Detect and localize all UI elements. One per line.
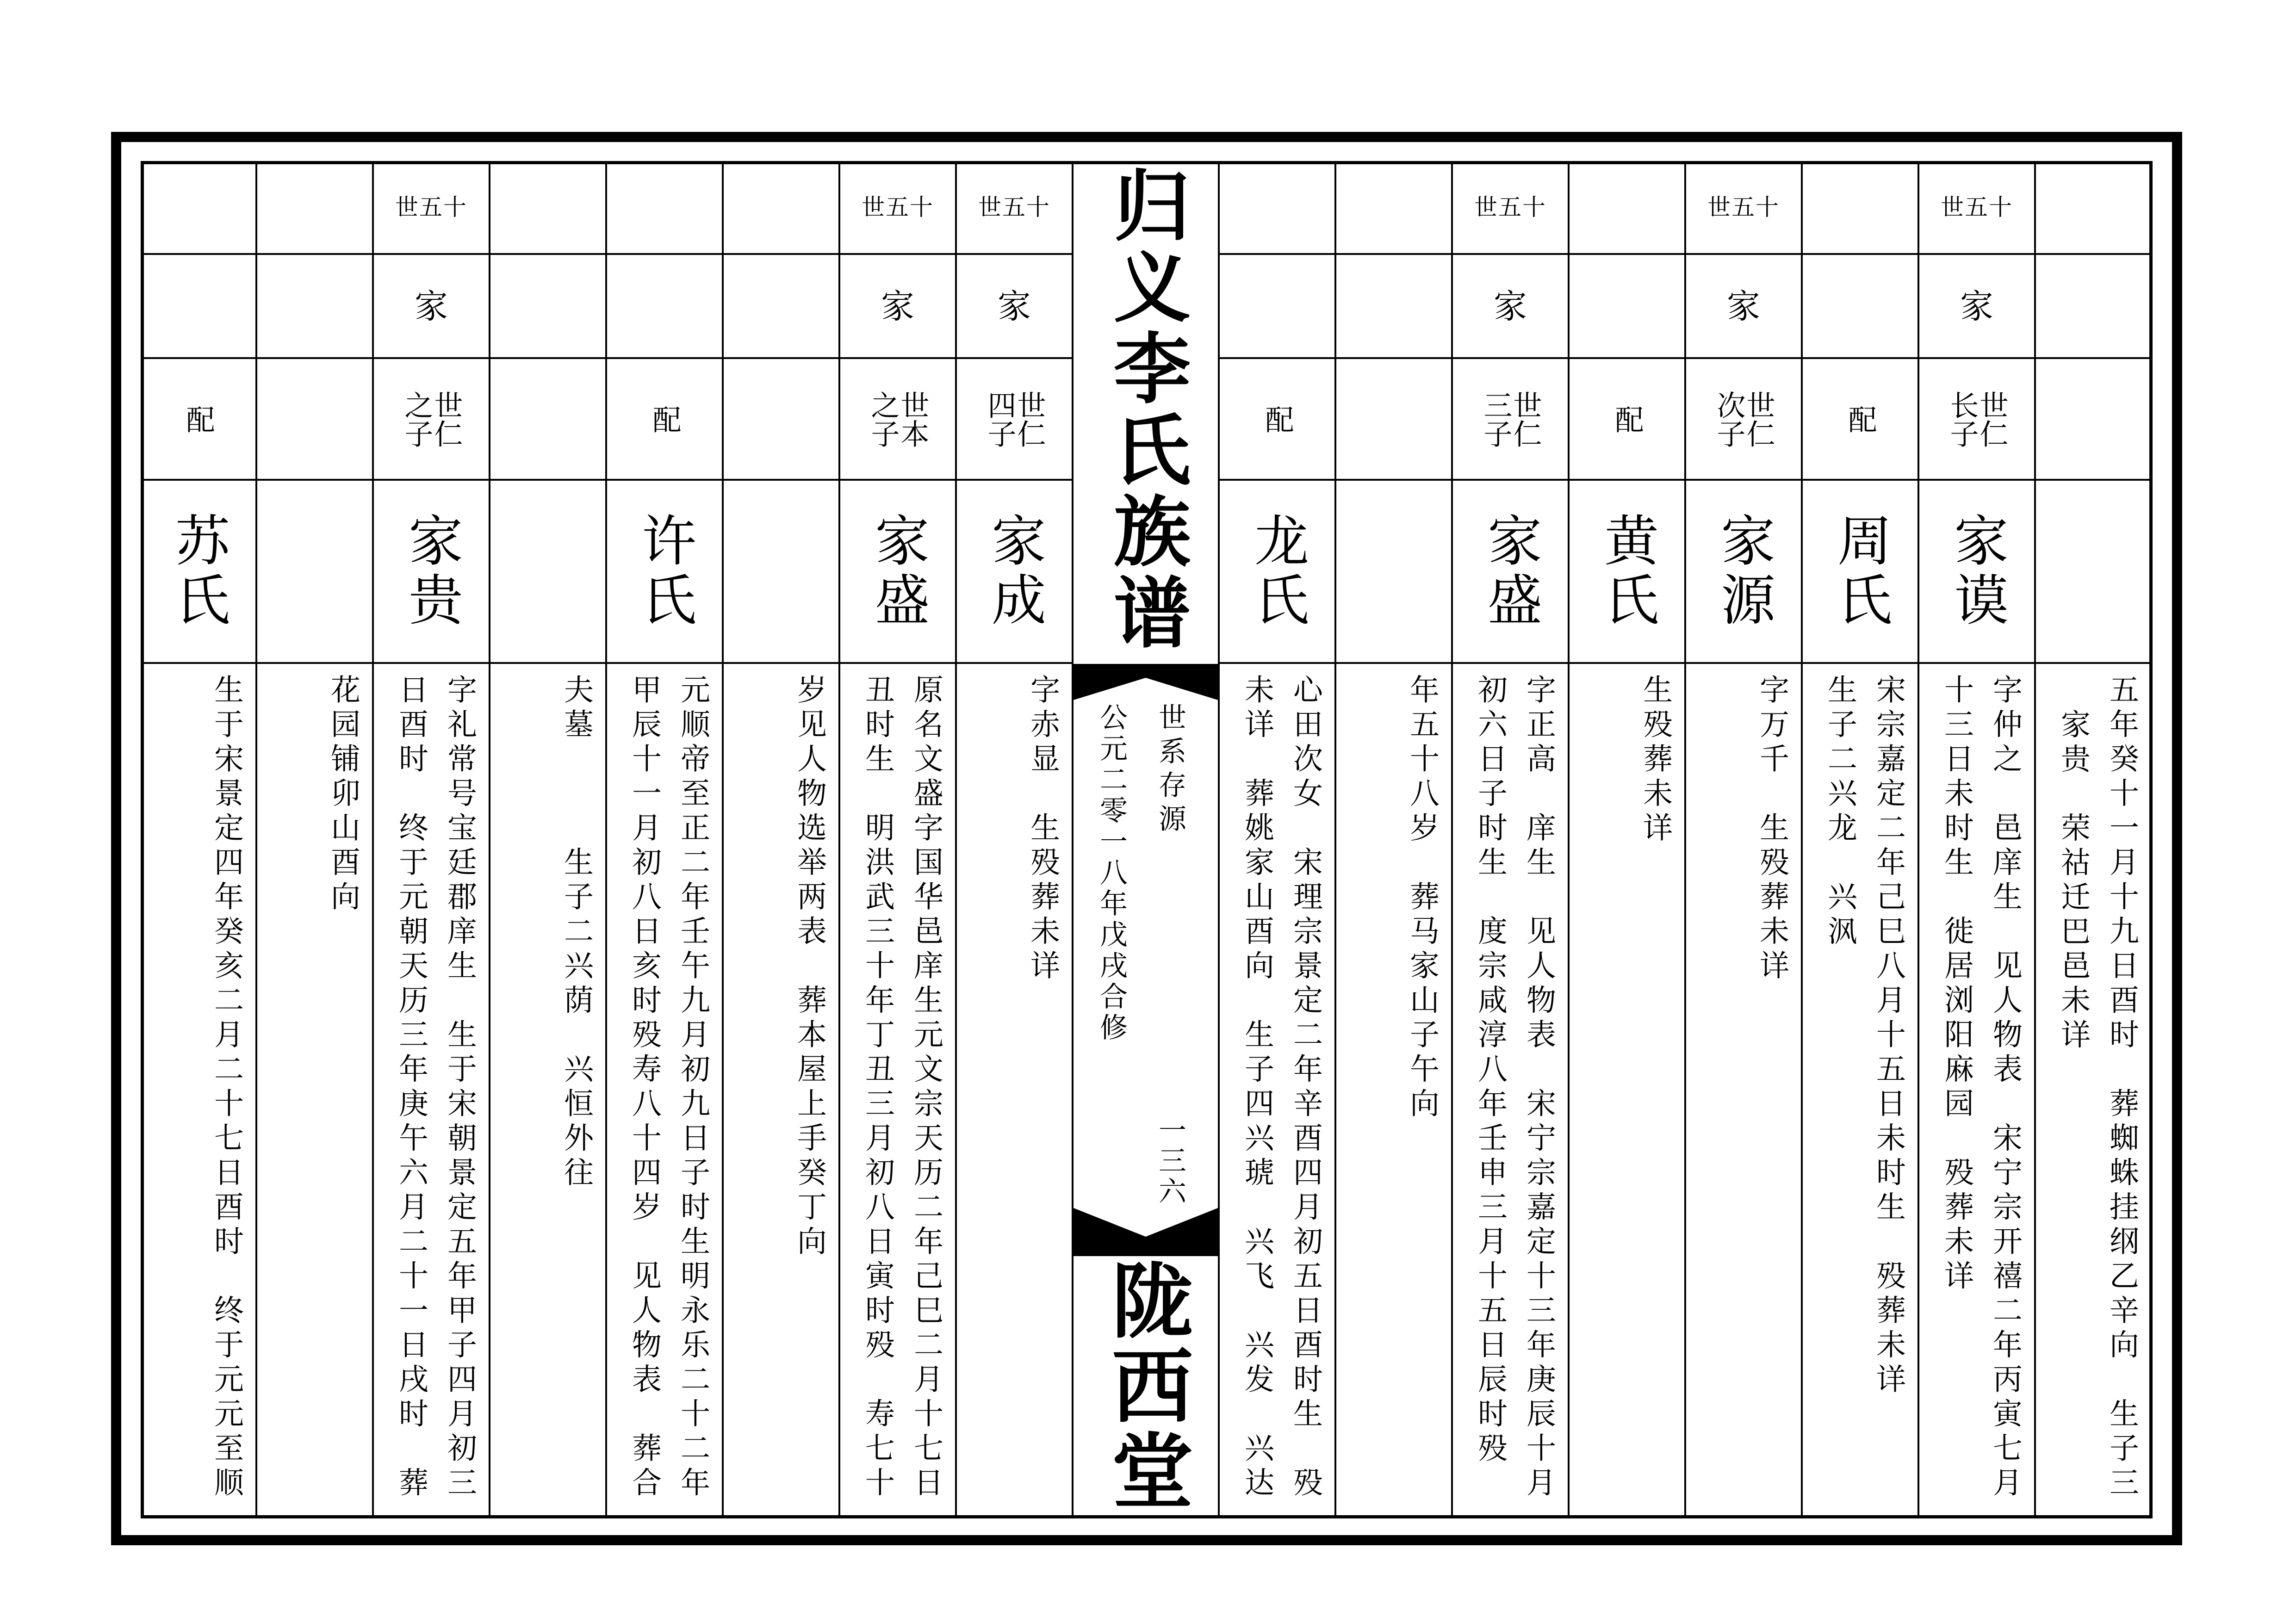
biography-line: 初六日子时生 度宗咸淳八年壬申三月十五日辰时殁 [1473, 674, 1507, 1467]
biography-line: 生于宋景定四年癸亥二月二十七日酉时 终于元元至顺 [209, 674, 243, 1501]
generation-label: 世五十 [395, 193, 467, 221]
generation-cell [1336, 161, 1451, 255]
biography-line: 年五十八岁 葬马家山子午向 [1405, 674, 1439, 1122]
relation-text: 世仁 [1508, 390, 1542, 448]
name-cell [607, 481, 722, 664]
genealogy-column [840, 161, 957, 1518]
household-cell [1336, 255, 1451, 359]
series-label: 世系存源 [1154, 703, 1186, 838]
name-cell [957, 481, 1072, 664]
name-cell [840, 481, 955, 664]
household-cell [141, 255, 255, 359]
generation-cell [490, 161, 605, 255]
biography-line: 元顺帝至正二年壬午九月初九日子时生明永乐二十二年 [676, 674, 710, 1501]
relation-cell [490, 359, 605, 481]
household-label: 家 [1726, 286, 1760, 326]
relation-text: 四子 [983, 390, 1017, 448]
genealogy-column [1220, 161, 1336, 1518]
relation-cell [1453, 359, 1568, 481]
household-cell [374, 255, 489, 359]
relation-cell [1919, 359, 2034, 481]
lower-fishtail-ornament [1074, 1208, 1218, 1256]
relation-label [1612, 405, 1642, 434]
name-cell [1336, 481, 1451, 664]
relation-label [866, 390, 930, 448]
biography-line: 未详 葬姚家山酉向 生子四兴琥 兴飞 兴发 兴达 [1240, 674, 1274, 1501]
person-name: 苏氏 [166, 512, 230, 631]
relation-label [1714, 390, 1773, 448]
generation-cell [141, 161, 255, 255]
household-cell [840, 255, 955, 359]
genealogy-table [141, 161, 2153, 1518]
generation-cell [1453, 161, 1568, 255]
biography-cell [141, 664, 255, 1518]
relation-text: 次子 [1712, 390, 1746, 448]
biography-cell [1220, 664, 1334, 1518]
genealogy-column [1453, 161, 1570, 1518]
biography-cell [840, 664, 955, 1518]
generation-cell [1919, 161, 2034, 255]
household-label: 家 [414, 286, 448, 326]
household-label: 家 [1493, 286, 1527, 326]
relation-cell [607, 359, 722, 481]
generation-cell [607, 161, 722, 255]
biography-line: 原名文盛字国华邑庠生元文宗天历二年己巳二月十七日 [909, 674, 943, 1501]
biography-line: 甲辰十一月初八日亥时殁寿八十四岁 见人物表 葬合 [627, 674, 661, 1501]
genealogy-column [257, 161, 374, 1518]
generation-cell [1220, 161, 1334, 255]
biography-line: 夫墓 生子二兴荫 兴恒外往 [559, 674, 593, 1191]
household-cell [724, 255, 838, 359]
center-spine [1074, 161, 1220, 1518]
relation-text: 配 [648, 404, 682, 434]
relation-label [402, 390, 461, 448]
biography-line: 丑时生 明洪武三十年丁丑三月初八日寅时殁 寿七十 [860, 674, 894, 1501]
biography-line: 心田次女 宋理宗景定二年辛酉四月初五日酉时生 殁 [1288, 674, 1322, 1501]
relation-cell [2036, 359, 2151, 481]
generation-cell [1803, 161, 1917, 255]
biography-line: 宋宗嘉定二年己巳八月十五日未时生 殁葬未详 [1871, 674, 1905, 1398]
relation-cell [1220, 359, 1334, 481]
household-cell [1919, 255, 2034, 359]
biography-cell [2036, 664, 2151, 1518]
genealogy-column [2036, 161, 2153, 1518]
generation-cell [1570, 161, 1684, 255]
relation-label [648, 404, 682, 434]
person-name: 许氏 [633, 512, 696, 631]
biography-line: 十三日未时生 徙居浏阳麻园 殁葬未详 [1939, 674, 1973, 1295]
biography-line: 生子二兴龙 兴沨 [1823, 674, 1857, 950]
edition-note: 公元二零一八年戊戌合修 [1095, 703, 1128, 1044]
biography-cell [374, 664, 489, 1518]
biography-line: 岁见人物选举两表 葬本屋上手癸丁向 [792, 674, 826, 1260]
household-cell [2036, 255, 2151, 359]
relation-cell [957, 359, 1072, 481]
generation-cell [840, 161, 955, 255]
genealogy-column [1919, 161, 2036, 1518]
relation-cell [257, 359, 372, 481]
generation-cell [957, 161, 1072, 255]
biography-line: 五年癸十一月十九日酉时 葬蜘蛛挂纲乙辛向 生子三 [2104, 674, 2139, 1501]
household-label: 家 [997, 286, 1031, 326]
generation-label: 世五十 [862, 193, 934, 221]
genealogy-title: 归义李氏族谱 [1101, 166, 1191, 654]
relation-text: 世本 [896, 390, 930, 448]
relation-cell [374, 359, 489, 481]
relation-label [1481, 390, 1540, 448]
person-name: 家成 [982, 512, 1046, 631]
biography-line: 字万千 生殁葬未详 [1755, 674, 1789, 985]
genealogy-column [607, 161, 724, 1518]
person-name: 龙氏 [1245, 512, 1309, 631]
generation-label: 世五十 [1707, 193, 1780, 221]
relation-text: 配 [1610, 404, 1644, 434]
generation-cell [374, 161, 489, 255]
generation-cell [257, 161, 372, 255]
relation-cell [840, 359, 955, 481]
relation-label [1845, 405, 1875, 434]
relation-text: 世仁 [1012, 390, 1046, 448]
name-cell [724, 481, 838, 664]
relation-label [1945, 390, 2009, 448]
person-name: 家谟 [1945, 512, 2009, 631]
biography-line: 日酉时 终于元朝天历三年庚午六月二十一日戌时 葬 [394, 674, 428, 1501]
generation-cell [2036, 161, 2151, 255]
relation-cell [1686, 359, 1801, 481]
biography-cell [724, 664, 838, 1518]
generation-label: 世五十 [1941, 193, 2013, 221]
household-cell [607, 255, 722, 359]
biography-line: 生殁葬未详 [1638, 674, 1672, 847]
biography-cell [1336, 664, 1451, 1518]
biography-cell [607, 664, 722, 1518]
name-cell [1686, 481, 1801, 664]
biography-line: 家贵 荣祜迁巴邑未详 [2056, 708, 2090, 1053]
relation-cell [1570, 359, 1684, 481]
relation-text: 三子 [1479, 390, 1513, 448]
biography-cell [1919, 664, 2034, 1518]
relation-text: 长子 [1945, 390, 1979, 448]
relation-text: 世仁 [1742, 390, 1775, 448]
relation-text: 配 [181, 404, 215, 434]
genealogy-column [374, 161, 490, 1518]
biography-line: 字赤显 生殁葬未详 [1025, 674, 1060, 985]
household-cell [1220, 255, 1334, 359]
upper-fishtail-ornament [1074, 664, 1218, 700]
household-cell [1453, 255, 1568, 359]
biography-cell [1453, 664, 1568, 1518]
person-name: 家源 [1712, 512, 1775, 631]
person-name: 黄氏 [1595, 512, 1659, 631]
biography-cell [1570, 664, 1684, 1518]
name-cell [257, 481, 372, 664]
name-cell [2036, 481, 2151, 664]
relation-text: 世仁 [429, 390, 463, 448]
name-cell [1803, 481, 1917, 664]
genealogy-column [724, 161, 840, 1518]
name-cell [1570, 481, 1684, 664]
genealogy-column [1803, 161, 1919, 1518]
biography-cell [957, 664, 1072, 1518]
household-cell [490, 255, 605, 359]
person-name: 家贵 [399, 512, 463, 631]
name-cell [374, 481, 489, 664]
page-number: 一三六 [1154, 1115, 1186, 1207]
person-name: 家盛 [866, 512, 930, 631]
hall-name: 陇西堂 [1098, 1258, 1194, 1514]
household-label: 家 [1960, 286, 1993, 326]
name-cell [1220, 481, 1334, 664]
relation-text: 世仁 [1975, 390, 2009, 448]
biography-line: 字礼常号宝廷郡庠生 生于宋朝景定五年甲子四月初三 [442, 674, 477, 1501]
name-cell [1919, 481, 2034, 664]
household-cell [257, 255, 372, 359]
name-cell [1453, 481, 1568, 664]
person-name: 家盛 [1478, 512, 1542, 631]
relation-text: 之子 [400, 390, 434, 448]
biography-cell [1686, 664, 1801, 1518]
genealogy-column [490, 161, 607, 1518]
generation-cell [1686, 161, 1801, 255]
relation-text: 配 [1260, 404, 1294, 434]
relation-label [985, 390, 1044, 448]
household-cell [957, 255, 1072, 359]
relation-text: 配 [1843, 404, 1877, 434]
biography-cell [257, 664, 372, 1518]
relation-label [183, 405, 213, 434]
relation-cell [1336, 359, 1451, 481]
biography-line: 字正高 庠生 见人物表 宋宁宗嘉定十三年庚辰十月 [1521, 674, 1556, 1501]
genealogy-column [957, 161, 1074, 1518]
relation-cell [1803, 359, 1917, 481]
biography-cell [1803, 664, 1917, 1518]
relation-cell [724, 359, 838, 481]
genealogy-column [1686, 161, 1803, 1518]
biography-line: 字仲之 邑庠生 见人物表 宋宁宗开禧二年丙寅七月 [1988, 674, 2022, 1501]
genealogy-column [1336, 161, 1453, 1518]
relation-label [1262, 405, 1292, 434]
household-cell [1570, 255, 1684, 359]
relation-text: 之子 [866, 390, 900, 448]
relation-cell [141, 359, 255, 481]
name-cell [141, 481, 255, 664]
name-cell [490, 481, 605, 664]
generation-label: 世五十 [1474, 193, 1546, 221]
person-name: 周氏 [1828, 512, 1892, 631]
biography-cell [490, 664, 605, 1518]
household-label: 家 [881, 286, 914, 326]
household-cell [1686, 255, 1801, 359]
generation-cell [724, 161, 838, 255]
household-cell [1803, 255, 1917, 359]
biography-line: 花园铺卯山酉向 [326, 674, 360, 916]
genealogy-column [1570, 161, 1686, 1518]
genealogy-column [141, 161, 257, 1518]
generation-label: 世五十 [978, 193, 1050, 221]
